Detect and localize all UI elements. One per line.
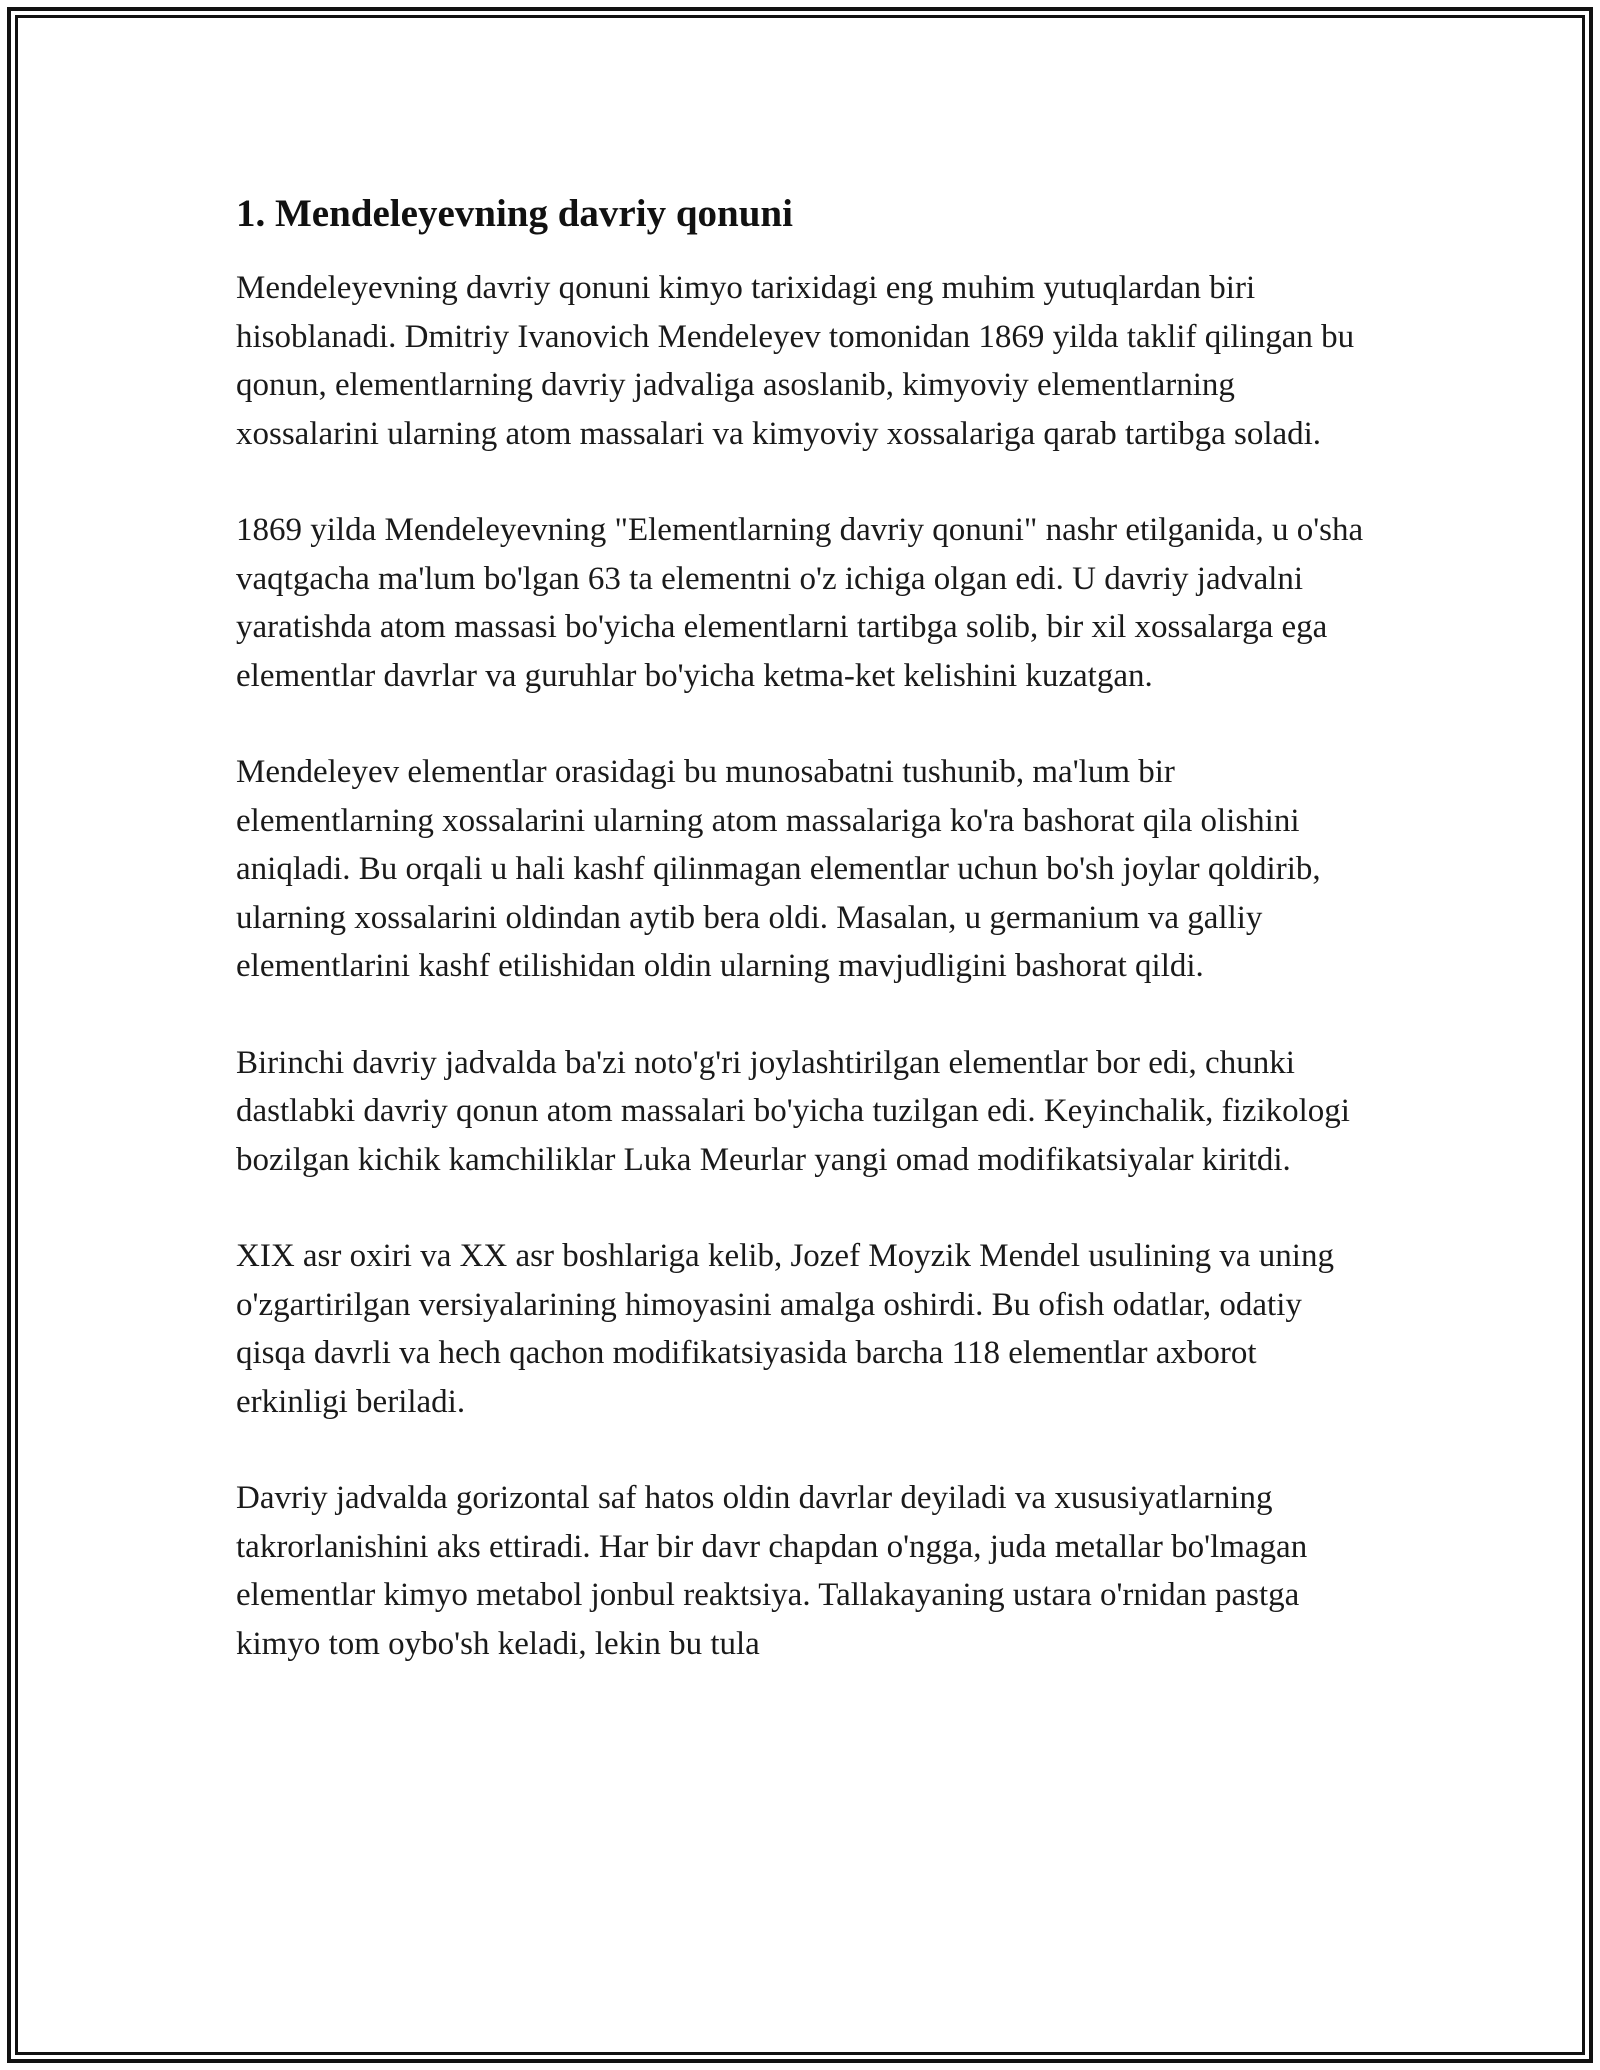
paragraph-2: 1869 yilda Mendeleyevning "Elementlarning davriy qonuni" nashr etilganida, u o'sha vaqtgacha ma'lum bo'lgan 63 ta elementni o'z ichiga olgan edi. U davriy jadvalni yaratishda atom massasi bo'yicha elementlarni tartibga solib, bir xil xossalarga ega elementlar davrlar va guruhlar bo'yicha ketma-ket kelishini kuzatgan. [236, 512, 1364, 694]
document-body [236, 184, 1376, 1716]
paragraph-3: Mendeleyev elementlar orasidagi bu munosabatni tushunib, ma'lum bir elementlarning xossalarini ularning atom massalariga ko'ra bashorat qila olishini aniqladi. Bu orqali u hali kashf qilinmagan elementlar uchun bo'sh joylar qoldirib, ularning xossalarini oldindan aytib bera oldi. Masalan, u germanium va galliy elementlarini kashf etilishidan oldin ularning mavjudligini bashorat qildi. [236, 754, 1321, 984]
paragraph-6: Davriy jadvalda gorizontal saf hatos oldin davrlar deyiladi va xususiyatlarning takrorlanishini aks ettiradi. Har bir davr chapdan o'ngga, juda metallar bo'lmagan elementlar kimyo metabol jonbul reaktsiya. Tallakayaning ustara o'rnidan pastga kimyo tom oybo'sh keladi, lekin bu tula [236, 1480, 1308, 1662]
section-heading: 1. Mendeleyevning davriy qonuni [236, 192, 793, 235]
paragraph-4: Birinchi davriy jadvalda ba'zi noto'g'ri joylashtirilgan elementlar bor edi, chunki dastlabki davriy qonun atom massalari bo'yicha tuzilgan edi. Keyinchalik, fizikologi bozilgan kichik kamchiliklar Luka Meurlar yangi omad modifikatsiyalar kiritdi. [236, 1044, 1350, 1178]
paragraph-1: Mendeleyevning davriy qonuni kimyo tarixidagi eng muhim yutuqlardan biri hisoblanadi. Dmitriy Ivanovich Mendeleyev tomonidan 1869 yilda taklif qilingan bu qonun, elementlarning davriy jadvaliga asoslanib, kimyoviy elementlarning xossalarini ularning atom massalari va kimyoviy xossalariga qarab tartibga soladi. [236, 270, 1355, 452]
paragraph-5: XIX asr oxiri va XX asr boshlariga kelib, Jozef Moyzik Mendel usulining va uning o'zgartirilgan versiyalarining himoyasini amalga oshirdi. Bu ofish odatlar, odatiy qisqa davrli va hech qachon modifikatsiyasida barcha 118 elementlar axborot erkinligi beriladi. [236, 1238, 1334, 1420]
